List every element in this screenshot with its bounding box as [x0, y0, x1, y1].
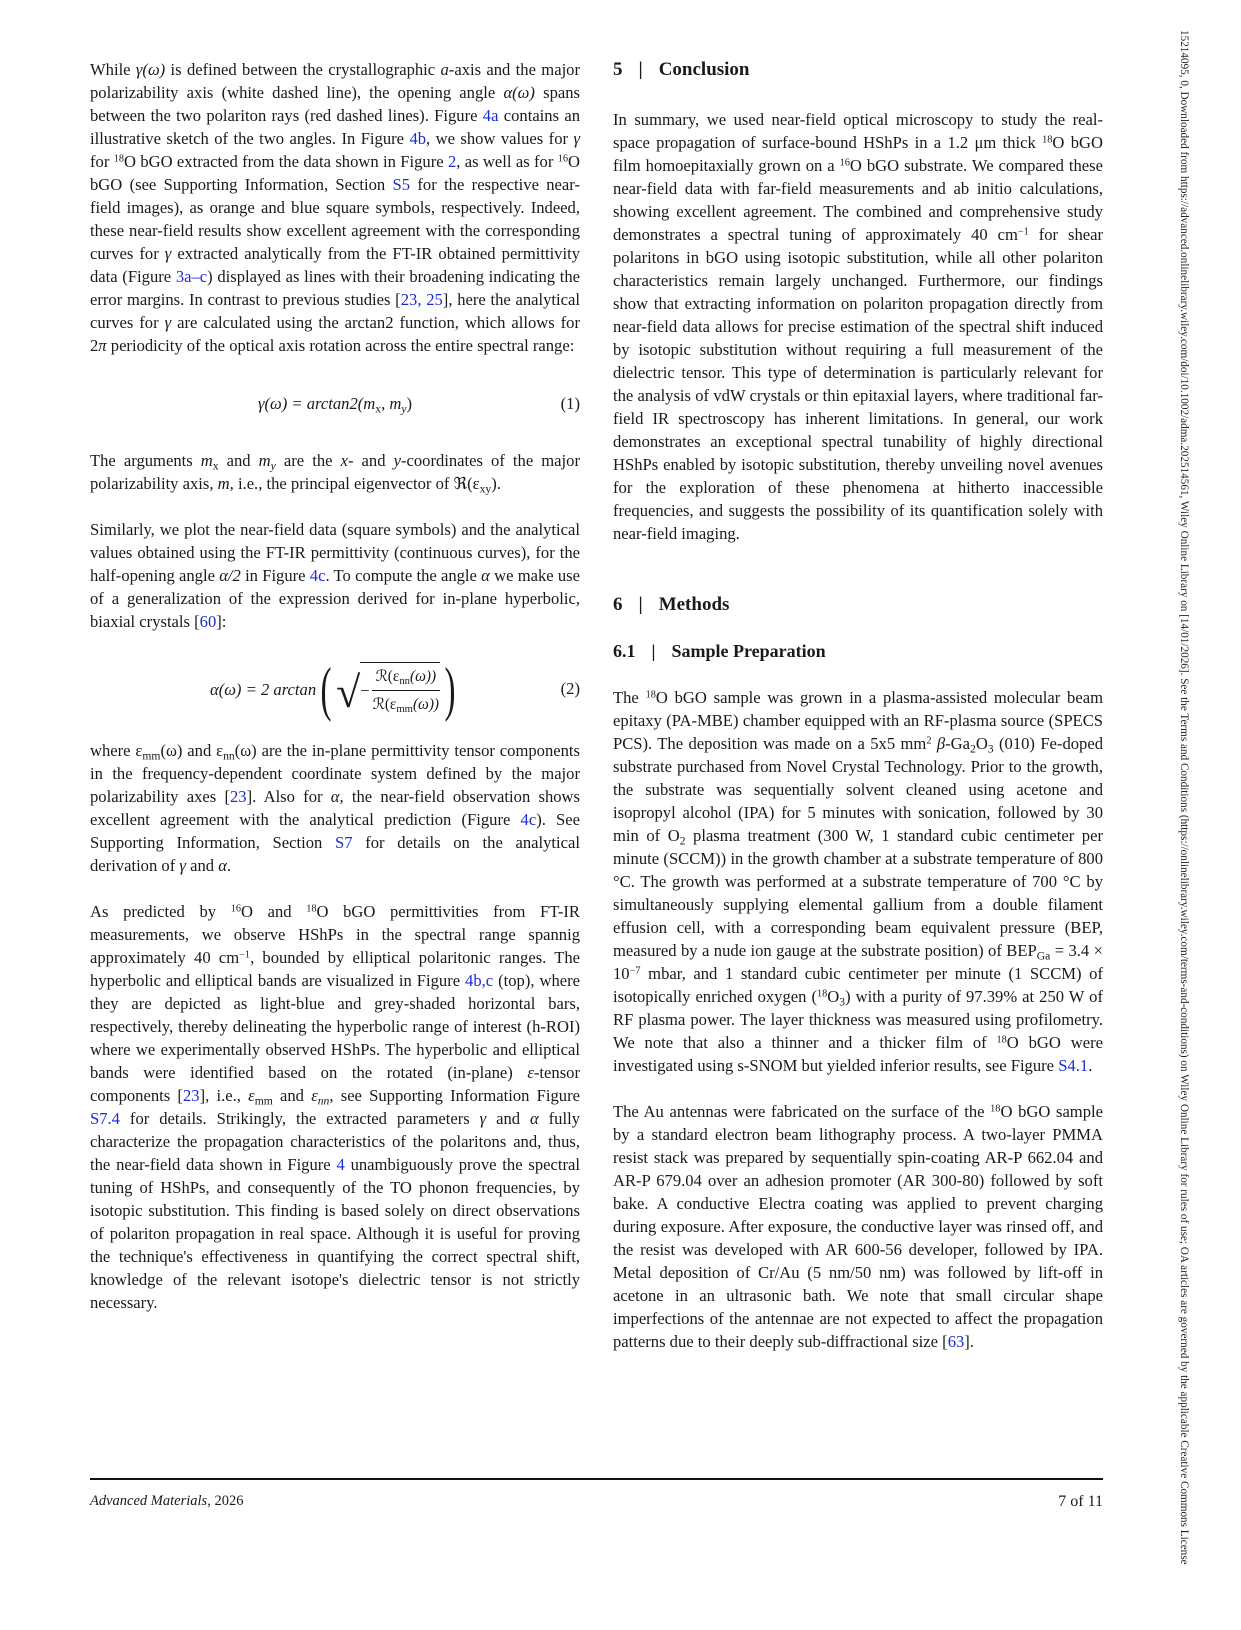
- citation-link-60[interactable]: 60: [199, 612, 217, 631]
- left-paren: (: [320, 656, 332, 722]
- paragraph-sample-growth: The $^{18}$O bGO sample was grown in a plasma-assisted molecular beam epitaxy (PA-MBE) chamber equipped with an RF-plasma source (SPECS PCS). The deposition was made on a 5x5 $mm^2$ $\beta-Ga_2O_3$ (010) Fe-doped substrate purchased from Novel Crystal Technology. Prior to the growth, the substrate was sequentially solvent cleaned using acetone and isopropyl alcohol (IPA) for 5 minutes with sonication, followed by 30 min of $O_2$ plasma treatment (300 W, 1 standard cubic centimeter per minute (SCCM)) in the growth chamber at a substrate temperature of 800 °C. The growth was performed at a substrate temperature of 700 °C by simultaneously supplying elemental gallium from a double filament effusion cell, with a corresponding beam equivalent pressure (BEP, measured by a nude ion gauge at the substrate position) of $BEP_{Ga} = 3.4 \times 10^{-7}$ mbar, and 1 standard cubic centimeter per minute (1 SCCM) of isotopically enriched oxygen $(^{18}O_3)$ with a purity of 97.39% at 250 W of RF plasma power. The layer thickness was measured using profilometry. We note that also a thinner and a thicker film of $^{18}$O bGO were investigated using s-SNOM but yielded inferior results, see Figure S4.1.: [613, 688, 1103, 1075]
- fraction: [372, 665, 440, 716]
- subsection-heading-sample-preparation: 6.1 | Sample Preparation: [613, 641, 826, 661]
- paragraph-half-opening-angle: Similarly, we plot the near-field data (square symbols) and the analytical values obtained using the FT-IR permittivity (continuous curves), for the half-opening angle α/2 in Figure 4c. To compute the angle α we make use of a generalization of the expression derived for in-plane hyperbolic, biaxial crystals [60]:: [90, 520, 581, 631]
- right-paren: ): [444, 656, 456, 722]
- equation-1-number: (1): [560, 394, 580, 413]
- paragraph-conclusion: In summary, we used near-field optical microscopy to study the real-space propagation of surface-bound HShPs in a 1.2 μm thick $^{18}$O bGO film homoepitaxially grown on a $^{16}$O bGO substrate. We compared these near-field data with far-field measurements and ab initio calculations, showing excellent agreement. The combined and comprehensive study demonstrates a spectral tuning of approximately 40 $cm^{-1}$ for shear polaritons in bGO using isotopic substitution, while all other polariton characteristics remain largely unchanged. Furthermore, our findings show that extracting information on polariton propagation directly from near-field data allows for precise estimation of the spectral shift induced by isotopic substitution without requiring a full measurement of the dielectric tensor. This type of determination is particularly relevant for the analysis of vdW crystals or thin epitaxial layers, where traditional far-field IR spectroscopy has inherent limitations. In general, our work demonstrates an exceptional spectral tunability of highly directional HShPs enabled by isotopic substitution, thereby unveiling novel avenues for the exploration of these phenomena at hitherto inaccessible frequencies, and suggests the possibility of its quantification solely with near-field imaging.: [613, 110, 1103, 543]
- fraction-denominator: $ℛ(\varepsilon_{mm}(\omega))$: [372, 696, 439, 716]
- citation-link-23[interactable]: 23: [229, 787, 247, 806]
- footer-journal: Advanced Materials, 2026: [90, 1493, 244, 1509]
- sqrt-radicand: − $\frac{ℛ(\varepsilon_{nn}(\omega))}{ℛ(\varepsilon_{mm}(\omega))}$: [360, 662, 440, 716]
- sqrt-sign: √: [336, 668, 361, 717]
- figure-link-2[interactable]: 2: [447, 152, 457, 171]
- paragraph-permittivity-components: where $\varepsilon_{mm}(\omega)$ and $\varepsilon_{nn}(\omega)$ are the in-plane permittivity tensor components in the frequency-dependent coordinate system defined by the major polarizability axes [23]. Also for α, the near-field observation shows excellent agreement with the analytical prediction (Figure 4c). See Supporting Information, Section S7 for details on the analytical derivation of γ and α.: [90, 741, 580, 875]
- footer-page-number: 7 of 11: [1058, 1493, 1103, 1510]
- equation-1: [90, 380, 580, 426]
- section-heading-methods: 6 | Methods: [613, 594, 730, 615]
- math-alpha-omega: α(ω): [503, 83, 535, 102]
- paragraph-antenna-fabrication: The Au antennas were fabricated on the surface of the $^{18}$O bGO sample by a standard electron beam lithography process. A two-layer PMMA resist stack was prepared by sequentially spin-coating AR-P 662.04 and AR-P 679.04 over an adhesion promoter (AR 300-80) followed by soft bake. A conductive Electra coating was applied to prevent charging during exposure. After exposure, the conductive layer was rinsed off, and the resist was developed with AR 600-56 developer, followed by IPA. Metal deposition of Cr/Au (5 nm/50 nm) was followed by lift-off in acetone in an ultrasonic bath. We note that small circular shape imperfections of the antennae are not expected to affect the propagation patterns due to their deeply sub-diffractional size [63].: [613, 1102, 1103, 1351]
- figure-link-4b[interactable]: 4b: [409, 129, 427, 148]
- paragraph-hshp-spectral-range: As predicted by $^{16}$O and $^{18}$O bGO permittivities from FT-IR measurements, we observe HShPs in the spectral range spannig approximately 40 $cm^{-1}$, bounded by elliptical polaritonic ranges. The hyperbolic and elliptical bands are visualized in Figure 4b,c (top), where they are depicted as light-blue and grey-shaded horizontal bars, respectively, thereby delineating the hyperbolic range of interest (h-ROI) where we experimentally observed HShPs. The hyperbolic and elliptical bands were identified based on the rotated (in-plane) ε-tensor components [23], i.e., $\varepsilon_{mm}$ and $\varepsilon_{nn}$, see Supporting Information Figure S7.4 for details. Strikingly, the extracted parameters γ and α fully characterize the propagation characteristics of the polaritons and, thus, the near-field data shown in Figure 4 unambiguously prove the spectral tuning of HShPs, and consequently of the TO phonon frequencies, by isotopic substitution. This finding is based solely on direct observations of polariton propagation in real space. Although it is useful for proving the technique's effectiveness in quantifying the correct spectral shift, knowledge of the relevant isotope's dielectric tensor is not strictly necessary.: [90, 902, 581, 1312]
- figure-link-s4-1[interactable]: S4.1: [1058, 1056, 1089, 1075]
- download-license-note: 15214095, 0, Downloaded from https://advanced.onlinelibrary.wiley.com/doi/10.1002/adma.202514561, Wiley Online Library on [14/01/2026]. See the Terms and Conditions (https://onlinelibrary.wiley.com/terms-and-conditions) on Wiley Online Library for rules of use; OA articles are governed by the applicable Creative Commons License: [1178, 30, 1190, 1565]
- figure-link-4c[interactable]: 4c: [309, 566, 326, 585]
- equation-2: [90, 647, 580, 731]
- citation-link-23-25[interactable]: 23, 25: [400, 290, 443, 309]
- figure-link-4c[interactable]: 4c: [520, 810, 537, 829]
- figure-link-4[interactable]: 4: [336, 1155, 345, 1174]
- section-link-s7[interactable]: S7: [335, 833, 353, 852]
- fraction-numerator: $ℛ(\varepsilon_{nn}(\omega))$: [372, 665, 440, 691]
- section-heading-conclusion: 5 | Conclusion: [613, 59, 750, 80]
- footer-rule: [90, 1478, 1103, 1480]
- figure-link-4b-c[interactable]: 4b,c: [465, 971, 494, 990]
- equation-2-body: α(ω) = 2 arctan ( √ − $\frac{ℛ(\varepsilon_{nn}(\omega))}{ℛ(\varepsilon_{mm}(\omega))}$ ): [209, 656, 456, 722]
- right-column: [613, 58, 1103, 1376]
- section-link-s5[interactable]: S5: [392, 175, 411, 194]
- left-column: [90, 58, 580, 1337]
- figure-link-3a-c[interactable]: 3a–c: [175, 267, 208, 286]
- equation-1-body: $\gamma(\omega) = \arctan 2(m_x$, $m_y$): [257, 394, 413, 416]
- figure-link-s7-4[interactable]: S7.4: [90, 1109, 120, 1128]
- figure-link-4a[interactable]: 4a: [482, 106, 499, 125]
- math-gamma-omega: γ(ω): [135, 60, 166, 79]
- citation-link-23[interactable]: 23: [182, 1086, 200, 1105]
- paragraph-gamma-alpha-definition: While γ(ω) is defined between the crystallographic a-axis and the major polarizability axis (white dashed line), the opening angle α(ω) spans between the two polariton rays (red dashed lines). Figure 4a contains an illustrative sketch of the two angles. In Figure 4b, we show values for γ for $^{18}$O bGO extracted from the data shown in Figure 2, as well as for $^{16}$O bGO (see Supporting Information, Section S5 for the respective near-field images), as orange and blue square symbols, respectively. Indeed, these near-field results show excellent agreement with the corresponding curves for γ extracted analytically from the FT-IR obtained permittivity data (Figure 3a–c) displayed as lines with their broadening indicating the error margins. In contrast to previous studies [23, 25], here the analytical curves for γ are calculated using the arctan2 function, which allows for 2π periodicity of the optical axis rotation across the entire spectral range:: [90, 60, 581, 355]
- paragraph-eigenvector: The arguments $m_x$ and $m_y$ are the x- and y-coordinates of the major polarizability axis, m, i.e., the principal eigenvector of $ℜ(\varepsilon_{xy})$.: [90, 451, 580, 496]
- citation-link-63[interactable]: 63: [947, 1332, 965, 1351]
- equation-2-number: (2): [560, 679, 580, 698]
